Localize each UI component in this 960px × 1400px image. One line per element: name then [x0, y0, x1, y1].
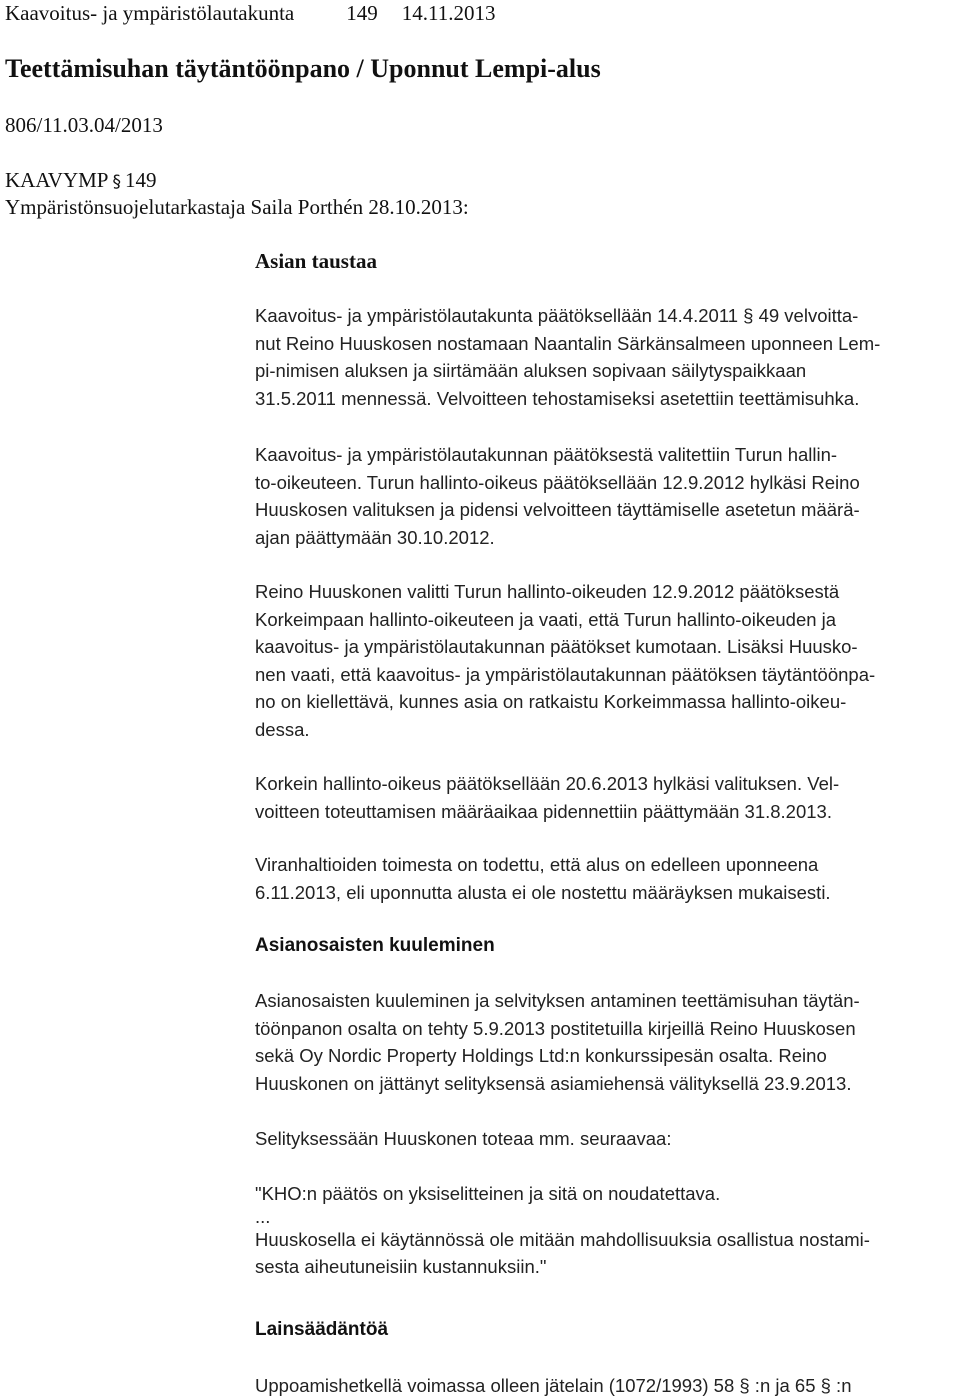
hearing-paragraph-2: [255, 1125, 955, 1153]
text-line: Selityksessään Huuskonen toteaa mm. seuraavaa:: [255, 1128, 672, 1149]
text-line: dessa.: [255, 718, 310, 740]
document-header: [5, 0, 496, 26]
text-line: Asianosaisten kuuleminen ja selvityksen antaminen teettämisuhan täytän-: [255, 990, 860, 1011]
background-paragraph-5: [255, 851, 955, 906]
kaavymp-number: 149: [124, 168, 157, 192]
kaavymp-label: KAAVYMP: [5, 168, 109, 192]
section-sign: §: [112, 172, 121, 192]
background-paragraph-3: [255, 578, 955, 743]
text-line: nen vaati, että kaavoitus- ja ympäristölautakunnan päätöksen täytäntöönpa-: [255, 663, 876, 685]
quote-block: [255, 1180, 955, 1281]
law-paragraph-1: [255, 1372, 955, 1400]
text-line: Reino Huuskonen valitti Turun hallinto-oikeuden 12.9.2012 päätöksestä: [255, 581, 840, 602]
quote-line: sesta aiheutuneisiin kustannuksiin.": [255, 1256, 547, 1277]
meeting-date: 14.11.2013: [401, 1, 496, 25]
text-line: 6.11.2013, eli uponnutta alusta ei ole nostettu määräyksen mukaisesti.: [255, 881, 831, 903]
kaavymp-line: [5, 167, 156, 195]
text-line: ajan päättymään 30.10.2012.: [255, 526, 495, 548]
hearing-paragraph-1: [255, 987, 955, 1097]
text-line: no on kiellettävä, kunnes asia on ratkaistu Korkeimmassa hallinto-oikeu-: [255, 691, 847, 712]
text-line: töönpanon osalta on tehty 5.9.2013 postitetuilla kirjeillä Reino Huuskosen: [255, 1017, 856, 1039]
text-line: Kaavoitus- ja ympäristölautakunnan päätöksestä valitettiin Turun hallin-: [255, 444, 838, 465]
text-line: pi-nimisen aluksen ja siirtämään aluksen sopivaan säilytyspaikkaan: [255, 360, 807, 381]
text-line: kaavoitus- ja ympäristölautakunnan päätökset kumotaan. Lisäksi Huusko-: [255, 636, 858, 657]
background-heading: Asian taustaa: [255, 249, 377, 273]
committee-name: Kaavoitus- ja ympäristölautakunta: [5, 1, 295, 25]
preparer-line: Ympäristönsuojelutarkastaja Saila Porthén 28.10.2013:: [5, 195, 469, 219]
page-title: Teettämisuhan täytäntöönpano / Uponnut Lempi-alus: [5, 54, 601, 83]
quote-line: Huuskosella ei käytännössä ole mitään mahdollisuuksia osallistua nostami-: [255, 1228, 870, 1250]
section-number: 149: [346, 1, 378, 25]
text-line: Korkeimpaan hallinto-oikeuteen ja vaati, että Turun hallinto-oikeuden ja: [255, 608, 837, 630]
text-line: Kaavoitus- ja ympäristölautakunta päätöksellään 14.4.2011 § 49 velvoitta-: [255, 305, 859, 326]
text-line: voitteen toteuttamisen määräaikaa pidennettiin päättymään 31.8.2013.: [255, 800, 832, 822]
background-paragraph-2: [255, 441, 955, 551]
background-paragraph-4: [255, 770, 955, 825]
text-line: Huuskosen valituksen ja pidensi velvoitteen täyttämiselle asetetun määrä-: [255, 499, 860, 520]
text-line: Huuskonen on jättänyt selityksensä asiamiehensä välityksellä 23.9.2013.: [255, 1072, 852, 1094]
text-line: 31.5.2011 mennessä. Velvoitteen tehostamiseksi asetettiin teettämisuhka.: [255, 387, 860, 409]
text-line: nut Reino Huuskosen nostamaan Naantalin Särkänsalmeen uponneen Lem-: [255, 332, 881, 354]
text-line: Uppoamishetkellä voimassa olleen jätelain (1072/1993) 58 § :n ja 65 § :n: [255, 1375, 852, 1396]
quote-ellipsis: ...: [255, 1205, 271, 1227]
reference-number: 806/11.03.04/2013: [5, 113, 163, 137]
quote-line: "KHO:n päätös on yksiselitteinen ja sitä on noudatettava.: [255, 1183, 721, 1204]
hearing-heading: Asianosaisten kuuleminen: [255, 935, 495, 956]
text-line: to-oikeuteen. Turun hallinto-oikeus päätöksellään 12.9.2012 hylkäsi Reino: [255, 471, 860, 493]
law-heading: Lainsäädäntöä: [255, 1319, 389, 1340]
text-line: sekä Oy Nordic Property Holdings Ltd:n konkurssipesän osalta. Reino: [255, 1045, 827, 1066]
text-line: Viranhaltioiden toimesta on todettu, että alus on edelleen uponneena: [255, 854, 819, 875]
text-line: Korkein hallinto-oikeus päätöksellään 20.6.2013 hylkäsi valituksen. Vel-: [255, 773, 840, 794]
background-paragraph-1: [255, 302, 955, 412]
